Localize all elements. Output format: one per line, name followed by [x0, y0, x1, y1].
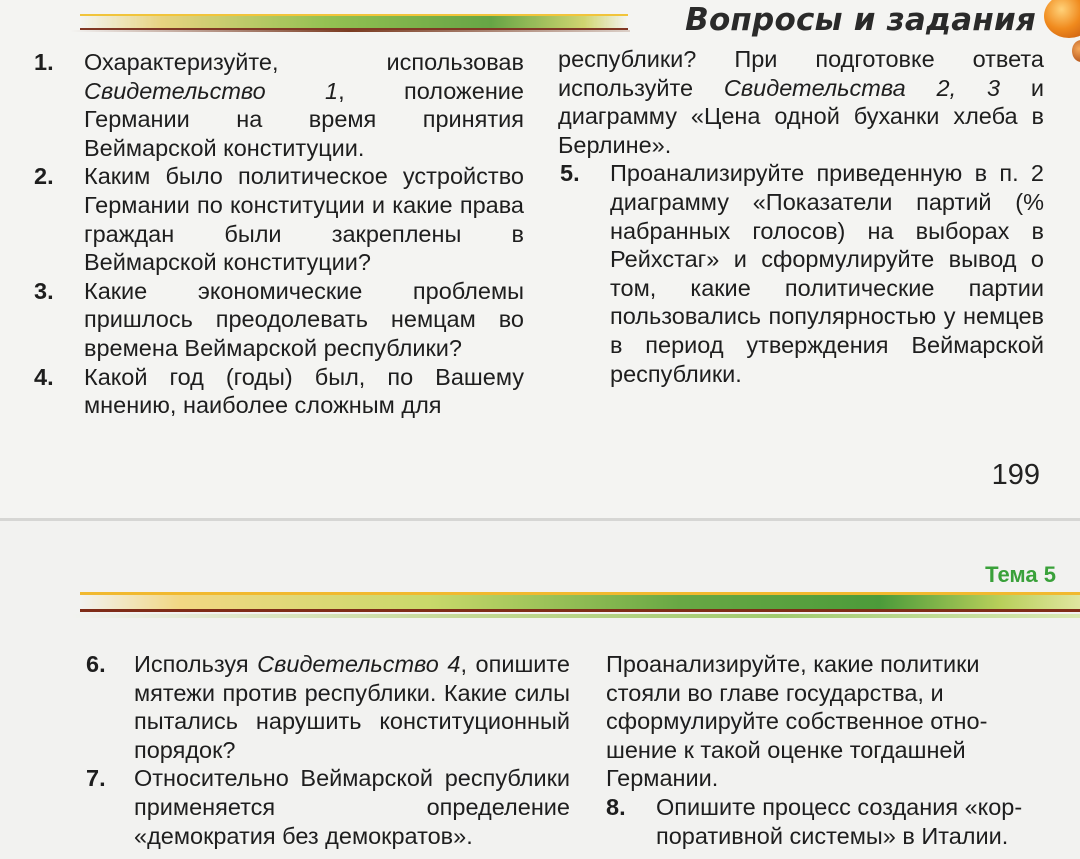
- question-number: 4.: [34, 363, 54, 390]
- question-1: [32, 48, 524, 162]
- decorative-stripe: [80, 14, 628, 30]
- question-number: 7.: [86, 765, 106, 792]
- bottom-right-column: [606, 650, 1080, 850]
- question-number: 5.: [560, 160, 580, 187]
- question-3: [32, 277, 524, 363]
- question-5: [558, 159, 1044, 388]
- question-text: Какой год (годы) был, по Вашему мнению, наиболее сложным для: [84, 363, 524, 419]
- question-number: 2.: [34, 163, 54, 190]
- question-text: Используя Свидетельство 4, опишите мятежи против республики. Какие силы пытались нарушить конституционный порядок?: [134, 651, 570, 763]
- decorative-stripe-thin: [70, 30, 630, 32]
- question-4: [32, 363, 524, 420]
- question-8: [606, 793, 1080, 850]
- question-number: 8.: [606, 793, 626, 820]
- left-column: [32, 48, 524, 420]
- question-text: Каким было политическое устройство Германии по конституции и какие права граждан были закреплены в Веймарской конституции?: [84, 163, 524, 276]
- question-2: [32, 162, 524, 276]
- bottom-left-column: [84, 650, 570, 850]
- question-4-continuation: республики? При подготовке ответа используйте Свидетельства 2, 3 и диаграмму «Цена одной буханки хлеба в Берлине».: [558, 46, 1044, 158]
- decorative-stripe: [80, 592, 1080, 612]
- question-number: 3.: [34, 277, 54, 304]
- section-title: Вопросы и задания: [685, 2, 1036, 38]
- question-6: [84, 650, 570, 764]
- question-text: Охарактеризуйте, использовав Свидетельство 1, положение Германии на время принятия Веймарской конституции.: [84, 49, 524, 161]
- question-7-continuation: [606, 650, 1080, 793]
- question-text: Какие экономические проблемы пришлось преодолевать немцам во времена Веймарской республики?: [84, 277, 524, 361]
- text-line: поративной системы» в Италии.: [656, 822, 1009, 849]
- right-column: [558, 45, 1044, 388]
- text-line: стояли во главе государства, и: [606, 679, 944, 706]
- question-7: [84, 764, 570, 850]
- topic-label: Тема 5: [985, 562, 1056, 587]
- text-line: Опишите процесс создания «кор-: [656, 793, 1023, 820]
- text-line: Проанализируйте, какие политики: [606, 651, 980, 677]
- text-line: сформулируйте собственное отно-: [606, 708, 988, 735]
- question-number: 6.: [86, 651, 106, 677]
- question-text: Относительно Веймарской республики применяется определение «демократия без демократов».: [134, 765, 570, 849]
- question-text: Проанализируйте приведенную в п. 2 диаграмму «Показатели партий (% набранных голосов) на выборах в Рейхстаг» и сформулируйте вывод о том, какие политические партии пользовались популярностью у немцев в период утверждения Веймарской республики.: [610, 160, 1044, 387]
- text-line: шение к такой оценке тогдашней: [606, 736, 966, 763]
- decorative-stripe-thin: [70, 614, 1080, 618]
- page-number: 199: [991, 459, 1040, 491]
- text-line: Германии.: [606, 765, 719, 792]
- question-number: 1.: [34, 49, 54, 75]
